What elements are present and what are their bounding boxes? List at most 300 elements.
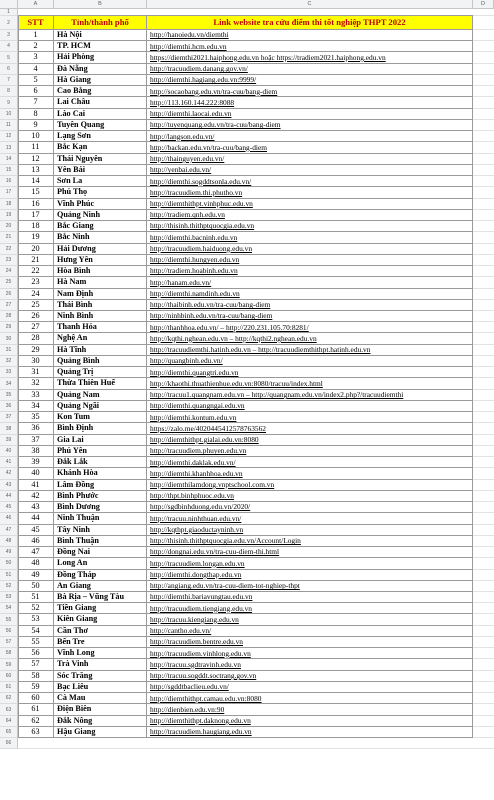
row-header[interactable]: 20: [0, 221, 18, 232]
empty-cell[interactable]: [473, 154, 494, 165]
row-header[interactable]: 56: [0, 626, 18, 637]
empty-cell[interactable]: [473, 345, 494, 356]
empty-cell[interactable]: [473, 255, 494, 266]
city-cell[interactable]: Lâm Đồng: [54, 480, 147, 491]
stt-cell[interactable]: 61: [18, 704, 54, 715]
empty-cell[interactable]: [473, 693, 494, 704]
stt-cell[interactable]: 54: [18, 626, 54, 637]
city-cell[interactable]: Đắk Lắk: [54, 457, 147, 468]
stt-cell[interactable]: 21: [18, 255, 54, 266]
empty-cell[interactable]: [473, 30, 494, 41]
row-header[interactable]: 54: [0, 603, 18, 614]
city-cell[interactable]: Quảng Ngãi: [54, 401, 147, 412]
empty-cell[interactable]: [473, 165, 494, 176]
link-text[interactable]: http://tradiem.qnh.edu.vn: [150, 210, 225, 220]
link-cell[interactable]: [147, 502, 473, 513]
link-text[interactable]: https://zalo.me/4020445412578763562: [150, 423, 266, 433]
empty-cell[interactable]: [473, 592, 494, 603]
empty-cell[interactable]: [473, 176, 494, 187]
link-text[interactable]: http://sgddtbaclieu.edu.vn/: [150, 682, 229, 692]
row-header[interactable]: 12: [0, 131, 18, 142]
link-cell[interactable]: [147, 333, 473, 344]
empty-cell[interactable]: [473, 266, 494, 277]
city-cell[interactable]: Quảng Ninh: [54, 210, 147, 221]
link-cell[interactable]: [147, 244, 473, 255]
city-cell[interactable]: Tuyên Quang: [54, 120, 147, 131]
empty-cell[interactable]: [473, 446, 494, 457]
link-cell[interactable]: [147, 693, 473, 704]
city-cell[interactable]: Bắc Giang: [54, 221, 147, 232]
link-text[interactable]: http://113.160.144.222:8088: [150, 97, 235, 107]
city-cell[interactable]: Bà Rịa – Vũng Tàu: [54, 592, 147, 603]
city-cell[interactable]: Lào Cai: [54, 109, 147, 120]
link-cell[interactable]: [147, 41, 473, 52]
row-header[interactable]: 3: [0, 30, 18, 41]
link-text[interactable]: http://tracuudiem.tiengiang.edu.vn: [150, 603, 253, 613]
link-cell[interactable]: [147, 255, 473, 266]
city-cell[interactable]: Kiên Giang: [54, 614, 147, 625]
row-header[interactable]: 4: [0, 41, 18, 52]
empty-cell[interactable]: [473, 558, 494, 569]
city-cell[interactable]: Tiền Giang: [54, 603, 147, 614]
link-cell[interactable]: [147, 491, 473, 502]
city-cell[interactable]: Hà Nội: [54, 30, 147, 41]
header-link-cell[interactable]: Link website tra cứu điểm thi tốt nghiệp THPT 2022: [147, 16, 473, 30]
empty-cell[interactable]: [473, 232, 494, 243]
empty-cell[interactable]: [473, 187, 494, 198]
link-cell[interactable]: [147, 614, 473, 625]
empty-cell[interactable]: [473, 86, 494, 97]
row-header[interactable]: 32: [0, 356, 18, 367]
row-header[interactable]: 22: [0, 244, 18, 255]
row-header[interactable]: 53: [0, 592, 18, 603]
link-cell[interactable]: [147, 423, 473, 434]
link-text[interactable]: http://socaobang.edu.vn/tra-cuu/bang-diem: [150, 86, 278, 96]
link-text[interactable]: http://kqthi.nghean.edu.vn – http://kqthi2.nghean.edu.vn: [150, 333, 317, 343]
stt-cell[interactable]: 13: [18, 165, 54, 176]
empty-cell[interactable]: [473, 614, 494, 625]
row-header[interactable]: 11: [0, 120, 18, 131]
link-text[interactable]: http://diemthi.quangngai.edu.vn: [150, 401, 245, 411]
stt-cell[interactable]: 2: [18, 41, 54, 52]
link-text[interactable]: http://diemthi.bariavungtau.edu.vn: [150, 592, 253, 602]
row-header[interactable]: 14: [0, 154, 18, 165]
link-cell[interactable]: [147, 637, 473, 648]
row-header[interactable]: 55: [0, 614, 18, 625]
city-cell[interactable]: Thanh Hóa: [54, 322, 147, 333]
row-header[interactable]: 62: [0, 693, 18, 704]
stt-cell[interactable]: 31: [18, 367, 54, 378]
row-header[interactable]: 24: [0, 266, 18, 277]
link-text[interactable]: http://tracuu.kiengiang.edu.vn: [150, 614, 239, 624]
empty-cell[interactable]: [473, 120, 494, 131]
stt-cell[interactable]: 47: [18, 547, 54, 558]
link-cell[interactable]: [147, 311, 473, 322]
empty-cell[interactable]: [473, 547, 494, 558]
link-text[interactable]: http://thaibinh.edu.vn/tra-cuu/bang-diem: [150, 300, 271, 310]
link-cell[interactable]: [147, 480, 473, 491]
link-text[interactable]: http://diemthi.khanhhoa.edu.vn: [150, 468, 243, 478]
row-header[interactable]: 35: [0, 390, 18, 401]
link-cell[interactable]: [147, 468, 473, 479]
city-cell[interactable]: Điện Biên: [54, 704, 147, 715]
link-text[interactable]: http://tracuudiem.haiduong.edu.vn: [150, 243, 253, 253]
empty-cell[interactable]: [473, 142, 494, 153]
row-header[interactable]: 52: [0, 581, 18, 592]
empty-cell[interactable]: [473, 52, 494, 63]
link-text[interactable]: http://diemthi.hagiang.edu.vn:9999/: [150, 75, 257, 85]
stt-cell[interactable]: 19: [18, 232, 54, 243]
link-cell[interactable]: [147, 97, 473, 108]
row-header[interactable]: 15: [0, 165, 18, 176]
city-cell[interactable]: An Giang: [54, 581, 147, 592]
city-cell[interactable]: Kon Tum: [54, 412, 147, 423]
link-cell[interactable]: [147, 513, 473, 524]
empty-cell[interactable]: [473, 423, 494, 434]
stt-cell[interactable]: 33: [18, 390, 54, 401]
empty-cell[interactable]: [473, 300, 494, 311]
stt-cell[interactable]: 14: [18, 176, 54, 187]
empty-cell[interactable]: [473, 333, 494, 344]
link-cell[interactable]: [147, 659, 473, 670]
city-cell[interactable]: Cần Thơ: [54, 626, 147, 637]
stt-cell[interactable]: 51: [18, 592, 54, 603]
link-cell[interactable]: [147, 266, 473, 277]
stt-cell[interactable]: 56: [18, 648, 54, 659]
link-text[interactable]: http://tracuudiem.danang.gov.vn/: [150, 64, 248, 74]
stt-cell[interactable]: 41: [18, 480, 54, 491]
row-header[interactable]: 61: [0, 682, 18, 693]
stt-cell[interactable]: 3: [18, 52, 54, 63]
link-cell[interactable]: [147, 367, 473, 378]
row-header[interactable]: 33: [0, 367, 18, 378]
row-header[interactable]: 49: [0, 547, 18, 558]
empty-cell[interactable]: [473, 64, 494, 75]
link-text[interactable]: http://thanhhoa.edu.vn/ – http://220.231.105.70:8281/: [150, 322, 309, 332]
link-cell[interactable]: [147, 704, 473, 715]
row-header[interactable]: 44: [0, 491, 18, 502]
city-cell[interactable]: Đồng Nai: [54, 547, 147, 558]
link-text[interactable]: http://langson.edu.vn/: [150, 131, 215, 141]
stt-cell[interactable]: 62: [18, 716, 54, 727]
link-cell[interactable]: [147, 525, 473, 536]
link-cell[interactable]: [147, 727, 473, 738]
empty-cell[interactable]: [473, 97, 494, 108]
link-text[interactable]: http://dienbien.edu.vn:90: [150, 704, 225, 714]
column-header-d[interactable]: D: [473, 0, 494, 9]
link-cell[interactable]: [147, 345, 473, 356]
city-cell[interactable]: Yên Bái: [54, 165, 147, 176]
empty-cell[interactable]: [473, 671, 494, 682]
link-cell[interactable]: [147, 232, 473, 243]
link-cell[interactable]: [147, 187, 473, 198]
city-cell[interactable]: Bắc Ninh: [54, 232, 147, 243]
link-cell[interactable]: [147, 581, 473, 592]
empty-cell[interactable]: [473, 131, 494, 142]
city-cell[interactable]: Ninh Thuận: [54, 513, 147, 524]
link-cell[interactable]: [147, 277, 473, 288]
link-cell[interactable]: [147, 300, 473, 311]
stt-cell[interactable]: 34: [18, 401, 54, 412]
city-cell[interactable]: Bạc Liêu: [54, 682, 147, 693]
link-text[interactable]: http://diemthi.daklak.edu.vn/: [150, 457, 236, 467]
stt-cell[interactable]: 17: [18, 210, 54, 221]
link-text[interactable]: http://tradiem.hoabinh.edu.vn: [150, 266, 238, 276]
link-text[interactable]: http://ninhbinh.edu.vn/tra-cuu/bang-diem: [150, 311, 273, 321]
stt-cell[interactable]: 16: [18, 199, 54, 210]
link-text[interactable]: http://tracuudiem.longan.edu.vn: [150, 558, 245, 568]
row-header[interactable]: 43: [0, 480, 18, 491]
row-header[interactable]: 39: [0, 435, 18, 446]
link-text[interactable]: http://tracuudiem.haugiang.edu.vn: [150, 727, 252, 737]
link-cell[interactable]: [147, 142, 473, 153]
row-header[interactable]: 51: [0, 570, 18, 581]
empty-cell[interactable]: [473, 311, 494, 322]
row-header[interactable]: 41: [0, 457, 18, 468]
empty-cell[interactable]: [473, 536, 494, 547]
empty-cell[interactable]: [473, 221, 494, 232]
row-header[interactable]: 21: [0, 232, 18, 243]
stt-cell[interactable]: 58: [18, 671, 54, 682]
link-text[interactable]: http://yenbai.edu.vn/: [150, 165, 212, 175]
stt-cell[interactable]: 42: [18, 491, 54, 502]
empty-cell[interactable]: [473, 637, 494, 648]
stt-cell[interactable]: 50: [18, 581, 54, 592]
empty-cell[interactable]: [473, 457, 494, 468]
stt-cell[interactable]: 23: [18, 277, 54, 288]
link-cell[interactable]: [147, 30, 473, 41]
link-text[interactable]: http://diemthi.laocai.edu.vn: [150, 109, 232, 119]
city-cell[interactable]: Hải Phòng: [54, 52, 147, 63]
empty-cell[interactable]: [473, 525, 494, 536]
stt-cell[interactable]: 24: [18, 289, 54, 300]
row-header[interactable]: 47: [0, 525, 18, 536]
empty-cell[interactable]: [473, 502, 494, 513]
select-all-corner[interactable]: [0, 0, 18, 9]
row-header[interactable]: 23: [0, 255, 18, 266]
empty-cell[interactable]: [473, 277, 494, 288]
row-header[interactable]: 27: [0, 300, 18, 311]
row-header[interactable]: 18: [0, 199, 18, 210]
link-text[interactable]: http://tracuudiem.bentre.edu.vn: [150, 637, 243, 647]
row-header[interactable]: 57: [0, 637, 18, 648]
stt-cell[interactable]: 18: [18, 221, 54, 232]
row-header[interactable]: 66: [0, 738, 18, 749]
link-cell[interactable]: [147, 671, 473, 682]
stt-cell[interactable]: 25: [18, 300, 54, 311]
link-cell[interactable]: [147, 210, 473, 221]
link-text[interactable]: http://thainguyen.edu.vn/: [150, 154, 225, 164]
link-text[interactable]: http://tracuudiem.phuyen.edu.vn: [150, 446, 247, 456]
city-cell[interactable]: Trà Vinh: [54, 659, 147, 670]
stt-cell[interactable]: 10: [18, 131, 54, 142]
row-header[interactable]: 48: [0, 536, 18, 547]
row-header[interactable]: 60: [0, 671, 18, 682]
row-header[interactable]: 37: [0, 412, 18, 423]
stt-cell[interactable]: 38: [18, 446, 54, 457]
link-cell[interactable]: [147, 378, 473, 389]
empty-cell[interactable]: [473, 356, 494, 367]
stt-cell[interactable]: 46: [18, 536, 54, 547]
stt-cell[interactable]: 27: [18, 322, 54, 333]
row-header[interactable]: 6: [0, 64, 18, 75]
city-cell[interactable]: TP. HCM: [54, 41, 147, 52]
row-header[interactable]: 64: [0, 716, 18, 727]
link-text[interactable]: http://tracuu.ninhthuan.edu.vn/: [150, 513, 242, 523]
stt-cell[interactable]: 36: [18, 423, 54, 434]
empty-cell[interactable]: [473, 109, 494, 120]
city-cell[interactable]: Tây Ninh: [54, 525, 147, 536]
empty-cell[interactable]: [473, 210, 494, 221]
link-text[interactable]: http://tracuu.sogddt.soctrang.gov.vn: [150, 671, 257, 681]
link-text[interactable]: http://tuyenquang.edu.vn/tra-cuu/bang-diem: [150, 120, 281, 130]
empty-cell[interactable]: [473, 289, 494, 300]
city-cell[interactable]: Gia Lai: [54, 435, 147, 446]
empty-cell[interactable]: [473, 435, 494, 446]
link-text[interactable]: http://hanoiedu.vn/diemthi: [150, 30, 229, 40]
stt-cell[interactable]: 60: [18, 693, 54, 704]
link-text[interactable]: http://diemthithpt.vinhphuc.edu.vn: [150, 199, 253, 208]
link-text[interactable]: http://diemthithpt.gialai.edu.vn:8080: [150, 435, 259, 445]
row-header[interactable]: 29: [0, 322, 18, 333]
link-text[interactable]: http://tracuu.sgdtravinh.edu.vn: [150, 659, 241, 669]
row-header[interactable]: 31: [0, 345, 18, 356]
city-cell[interactable]: Quảng Nam: [54, 390, 147, 401]
link-text[interactable]: http://kqthpt.giaoductayninh.vn: [150, 524, 244, 534]
empty-cell[interactable]: [473, 468, 494, 479]
stt-cell[interactable]: 48: [18, 558, 54, 569]
row-header[interactable]: 59: [0, 659, 18, 670]
stt-cell[interactable]: 49: [18, 570, 54, 581]
link-cell[interactable]: [147, 289, 473, 300]
stt-cell[interactable]: 4: [18, 64, 54, 75]
link-text[interactable]: http://tracuudiemthi.hatinh.edu.vn – http://tracuudiemthithpt.hatinh.edu.vn: [150, 345, 371, 355]
row-header[interactable]: 19: [0, 210, 18, 221]
stt-cell[interactable]: 26: [18, 311, 54, 322]
empty-cell[interactable]: [473, 682, 494, 693]
city-cell[interactable]: Bình Định: [54, 423, 147, 434]
column-header-a[interactable]: A: [18, 0, 54, 9]
link-cell[interactable]: [147, 603, 473, 614]
link-cell[interactable]: [147, 165, 473, 176]
empty-cell[interactable]: [473, 412, 494, 423]
city-cell[interactable]: Long An: [54, 558, 147, 569]
city-cell[interactable]: Bình Thuận: [54, 536, 147, 547]
stt-cell[interactable]: 20: [18, 244, 54, 255]
row-header[interactable]: 7: [0, 75, 18, 86]
stt-cell[interactable]: 22: [18, 266, 54, 277]
city-cell[interactable]: Phú Thọ: [54, 187, 147, 198]
city-cell[interactable]: Hậu Giang: [54, 727, 147, 738]
stt-cell[interactable]: 1: [18, 30, 54, 41]
stt-cell[interactable]: 29: [18, 345, 54, 356]
link-text[interactable]: http://diemthi.hcm.edu.vn: [150, 41, 227, 51]
stt-cell[interactable]: 43: [18, 502, 54, 513]
link-cell[interactable]: [147, 446, 473, 457]
city-cell[interactable]: Cao Bằng: [54, 86, 147, 97]
empty-cell[interactable]: [473, 16, 494, 30]
link-text[interactable]: http://tracuu1.quangnam.edu.vn – http://quangnam.edu.vn/index2.php?/tracuudiemthi: [150, 390, 404, 400]
row-header[interactable]: 17: [0, 187, 18, 198]
header-city-cell[interactable]: Tỉnh/thành phố: [54, 16, 147, 30]
row-header[interactable]: 45: [0, 502, 18, 513]
link-text[interactable]: http://diemthi.sogddtsonla.edu.vn/: [150, 176, 252, 186]
link-cell[interactable]: [147, 131, 473, 142]
row-header[interactable]: 30: [0, 333, 18, 344]
empty-cell[interactable]: [473, 727, 494, 738]
empty-cell[interactable]: [473, 491, 494, 502]
link-cell[interactable]: [147, 109, 473, 120]
stt-cell[interactable]: 32: [18, 378, 54, 389]
city-cell[interactable]: Ninh Bình: [54, 311, 147, 322]
city-cell[interactable]: Vĩnh Phúc: [54, 199, 147, 210]
link-text[interactable]: http://diemthithpt.camau.edu.vn:8080: [150, 693, 262, 703]
row-header[interactable]: 34: [0, 378, 18, 389]
empty-cell[interactable]: [473, 390, 494, 401]
city-cell[interactable]: Khánh Hòa: [54, 468, 147, 479]
city-cell[interactable]: Bình Dương: [54, 502, 147, 513]
stt-cell[interactable]: 45: [18, 525, 54, 536]
row-header[interactable]: 40: [0, 446, 18, 457]
empty-cell[interactable]: [473, 570, 494, 581]
stt-cell[interactable]: 53: [18, 614, 54, 625]
link-text[interactable]: http://cantho.edu.vn/: [150, 626, 212, 636]
empty-cell[interactable]: [473, 648, 494, 659]
empty-cell[interactable]: [473, 581, 494, 592]
city-cell[interactable]: Sóc Trăng: [54, 671, 147, 682]
city-cell[interactable]: Hà Giang: [54, 75, 147, 86]
row-header[interactable]: 5: [0, 52, 18, 63]
city-cell[interactable]: Nam Định: [54, 289, 147, 300]
link-cell[interactable]: [147, 648, 473, 659]
row-header[interactable]: 58: [0, 648, 18, 659]
link-cell[interactable]: [147, 390, 473, 401]
row-header[interactable]: 26: [0, 289, 18, 300]
empty-cell[interactable]: [473, 480, 494, 491]
link-text[interactable]: http://hanam.edu.vn/: [150, 277, 212, 287]
stt-cell[interactable]: 11: [18, 142, 54, 153]
link-text[interactable]: http://thpt.binhphuoc.edu.vn: [150, 491, 234, 501]
link-cell[interactable]: [147, 547, 473, 558]
link-text[interactable]: http://tracuudiem.thi.phutho.vn: [150, 187, 243, 197]
link-cell[interactable]: [147, 86, 473, 97]
link-cell[interactable]: [147, 626, 473, 637]
city-cell[interactable]: Đồng Tháp: [54, 570, 147, 581]
link-cell[interactable]: [147, 412, 473, 423]
empty-cell[interactable]: [473, 659, 494, 670]
city-cell[interactable]: Hưng Yên: [54, 255, 147, 266]
city-cell[interactable]: Vĩnh Long: [54, 648, 147, 659]
link-text[interactable]: http://thisinh.thithptquocgia.edu.vn/Account/Login: [150, 536, 301, 546]
row-header[interactable]: 38: [0, 423, 18, 434]
city-cell[interactable]: Quảng Trị: [54, 367, 147, 378]
empty-cell[interactable]: [473, 704, 494, 715]
empty-cell[interactable]: [473, 626, 494, 637]
row-header[interactable]: 9: [0, 97, 18, 108]
link-cell[interactable]: [147, 154, 473, 165]
link-text[interactable]: http://angiang.edu.vn/tra-cuu-diem-tot-nghiep-thpt: [150, 581, 300, 591]
link-cell[interactable]: [147, 199, 473, 210]
link-cell[interactable]: [147, 176, 473, 187]
row-header[interactable]: 25: [0, 277, 18, 288]
city-cell[interactable]: Thừa Thiên Huế: [54, 378, 147, 389]
empty-cell[interactable]: [473, 244, 494, 255]
row-header[interactable]: 16: [0, 176, 18, 187]
stt-cell[interactable]: 57: [18, 659, 54, 670]
link-cell[interactable]: [147, 221, 473, 232]
link-cell[interactable]: [147, 401, 473, 412]
city-cell[interactable]: Đà Nẵng: [54, 64, 147, 75]
